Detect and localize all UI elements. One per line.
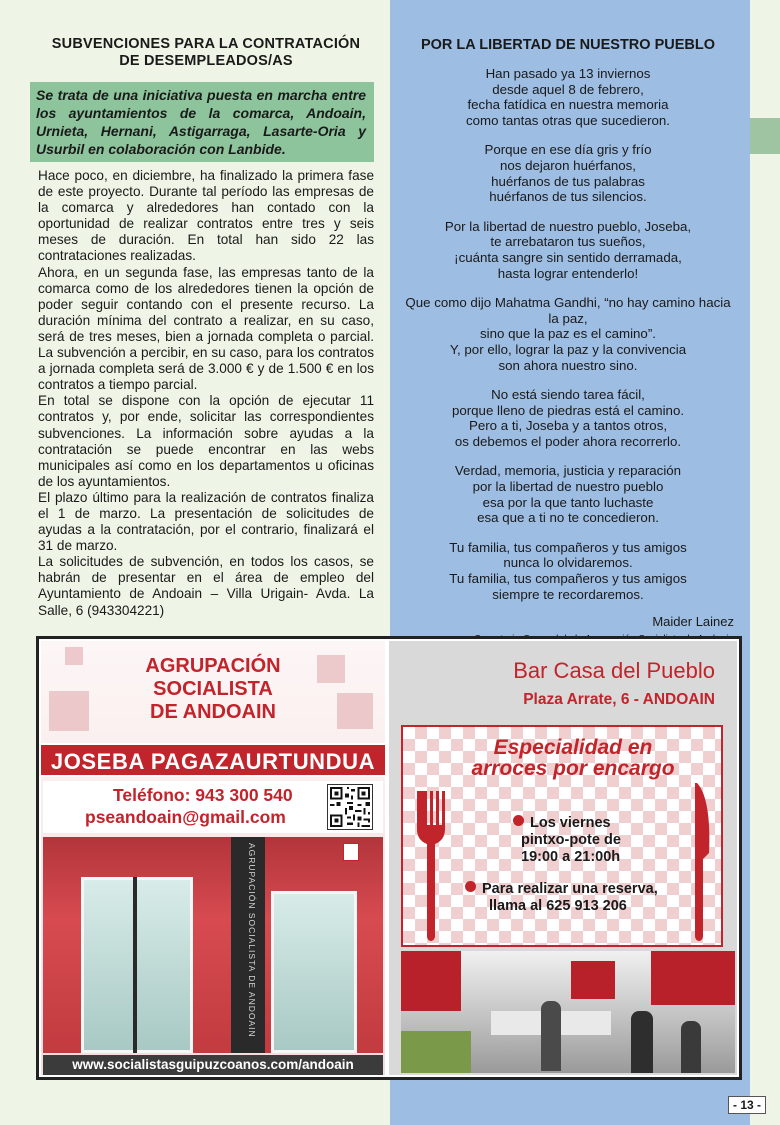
poem-line: como tantas otras que sucedieron.	[465, 112, 670, 128]
org-name	[41, 655, 385, 724]
poem-line: ¡cuánta sangre sin sentido derramada,	[454, 249, 682, 265]
poem-line: huérfanos de tus silencios.	[489, 189, 647, 205]
article-paragraph: El plazo último para la realización de contratos finaliza el 1 de marzo. La presentación de solicitudes de ayudas a la contratación, por el contrario, finalizará el 31 de marzo.	[38, 489, 374, 554]
window-glass	[271, 891, 357, 1053]
ad-agrupacion	[41, 641, 385, 1075]
poem-line: Por la libertad de nuestro pueblo, Joseba,	[444, 218, 692, 234]
article-paragraph: Ahora, en un segunda fase, las empresas tanto de la comarca como de los alrededores tienen la opción de poder seguir contando con el presente recurso. La duración mínima del contrato a realizar, en su caso, será de tres meses, bien a jornada completa o parcial. La subvención a percibir, en su caso, para los contratos a jornada completa será de 3.000 € y de 1.500 € en los contratos a tiempo parcial.	[38, 264, 374, 393]
poem-line: siempre te recordaremos.	[492, 586, 644, 602]
person-silhouette	[681, 1021, 701, 1073]
wall-panel	[401, 951, 461, 1011]
pintxo-pote-info	[513, 815, 643, 866]
article-body	[38, 168, 374, 619]
article-title-line2: DE DESEMPLEADOS/AS	[119, 53, 293, 69]
poem-line: por la libertad de nuestro pueblo	[472, 479, 664, 495]
memorial-name-bar: JOSEBA PAGAZAURTUNDUA	[41, 743, 385, 777]
poem-title: POR LA LIBERTAD DE NUESTRO PUEBLO	[420, 37, 716, 53]
party-logo-icon	[343, 843, 359, 861]
fork-icon	[411, 791, 451, 941]
poem-line: os debemos el poder ahora recorrerlo.	[454, 433, 682, 449]
article-paragraph: En total se dispone con la opción de ejecutar 11 contratos y, por ende, solicitar las correspondientes subvenciones. La información sobre ayudas a la contratación se puede encontrar en las webs municipales así como en los departamentos u oficinas de los ayuntamientos.	[38, 393, 374, 489]
page-edge-tab	[750, 118, 780, 154]
website-link[interactable]: www.socialistasguipuzcoanos.com/andoain	[43, 1055, 383, 1075]
poem-line: hasta lograr entenderlo!	[497, 265, 639, 281]
headquarters-photo	[43, 837, 383, 1053]
org-name-line3: DE ANDOAIN	[150, 701, 276, 723]
bar-interior-photo	[401, 951, 735, 1073]
knife-icon	[675, 783, 715, 941]
wall-panel	[651, 951, 735, 1005]
poem-stanza	[400, 540, 736, 602]
pintxo-line1: Los viernes	[530, 815, 611, 831]
specialty-line2: arroces por encargo	[471, 757, 675, 780]
article-title-line1: SUBVENCIONES PARA LA CONTRATACIÓN	[51, 36, 361, 52]
reservation-line2[interactable]: llama al 625 913 206	[489, 898, 627, 914]
person-silhouette	[541, 1001, 561, 1071]
poem-line: nos dejaron huérfanos,	[499, 157, 637, 173]
poem-line: Que como dijo Mahatma Gandhi, “no hay camino hacia	[405, 295, 731, 311]
poem-line: sino que la paz es el camino”.	[480, 326, 656, 342]
reservation-info	[465, 881, 685, 915]
poem-stanza	[400, 66, 736, 128]
phone-number[interactable]: Teléfono: 943 300 540	[113, 785, 293, 805]
poem-line: Pero a ti, Joseba y a tantos otros,	[468, 418, 668, 434]
poem-line: Han pasado ya 13 inviernos	[485, 66, 651, 81]
poem-line: Porque en ese día gris y frío	[484, 142, 652, 158]
person-silhouette	[631, 1011, 653, 1073]
article-subvenciones	[38, 36, 374, 619]
poem-line: desde aquel 8 de febrero,	[492, 81, 644, 97]
ad-bar-casa-del-pueblo	[389, 641, 737, 1075]
poem-line: Tu familia, tus compañeros y tus amigos	[449, 539, 687, 555]
poem-line: esa que a ti no te concedieron.	[477, 510, 659, 526]
facade-sign: AGRUPACIÓN SOCIALISTA DE ANDOAIN	[247, 843, 257, 1038]
qr-code-icon[interactable]	[327, 784, 373, 830]
door-frame	[133, 877, 137, 1053]
wall-panel	[571, 961, 615, 999]
advertisement	[36, 636, 742, 1080]
bullet-icon	[465, 881, 476, 892]
specialty-text	[433, 737, 713, 779]
page-number: - 13 -	[728, 1096, 766, 1114]
poem-line: Y, por ello, lograr la paz y la convivencia	[449, 341, 687, 357]
menu-card	[401, 725, 723, 947]
article-title	[38, 36, 374, 70]
poem-line: fecha fatídica en nuestra memoria	[467, 97, 669, 113]
poem-line: esa por la que tanto luchaste	[482, 494, 654, 510]
poem-body	[400, 66, 736, 602]
poem-line: huérfanos de tus palabras	[491, 173, 645, 189]
poem-line: te arrebataron tus sueños,	[490, 234, 646, 250]
poem-line: la paz,	[548, 310, 588, 326]
bullet-icon	[513, 815, 524, 826]
email-link[interactable]: pseandoain@gmail.com	[85, 807, 286, 827]
org-name-line1: AGRUPACIÓN	[145, 655, 281, 677]
poem-author: Maider Lainez	[652, 614, 734, 630]
poem-line: son ahora nuestro sino.	[498, 357, 638, 373]
org-name-line2: SOCIALISTA	[153, 678, 273, 700]
poem-line: Tu familia, tus compañeros y tus amigos	[449, 571, 687, 587]
poem-line: No está siendo tarea fácil,	[491, 387, 645, 403]
bar-name: Bar Casa del Pueblo	[513, 658, 715, 683]
poem-line: nunca lo olvidaremos.	[503, 555, 633, 571]
bar-address: Plaza Arrate, 6 - ANDOAIN	[523, 691, 715, 708]
poem-stanza	[400, 463, 736, 525]
poem-line: Verdad, memoria, justicia y reparación	[454, 463, 682, 479]
article-lead: Se trata de una iniciativa puesta en marcha entre los ayuntamientos de la comarca, Andoain, Urnieta, Hernani, Astigarraga, Lasarte-Oria y Usurbil en colaboración con Lanbide.	[30, 82, 374, 162]
poem-stanza	[400, 387, 736, 449]
poem-line: porque lleno de piedras está el camino.	[451, 402, 685, 418]
specialty-line1: Especialidad en	[493, 736, 653, 759]
pintxo-line2: pintxo-pote de	[521, 832, 621, 848]
article-paragraph: La solicitudes de subvención, en todos los casos, se habrán de presentar en el área de empleo del Ayuntamiento de Andoain – Villa Urigain- Avda. La Salle, 6 (943304221)	[38, 554, 374, 618]
plants	[401, 1031, 471, 1073]
poem-section	[400, 36, 736, 645]
poem-stanza	[400, 142, 736, 204]
poem-stanza	[400, 295, 736, 373]
reservation-line1: Para realizar una reserva,	[482, 881, 658, 897]
contact-box	[43, 781, 383, 833]
article-paragraph: Hace poco, en diciembre, ha finalizado la primera fase de este proyecto. Durante tal período las empresas de la comarca y alrededores han contado con la oportunidad de realizar contratos entre tres y seis meses de duración. En total han sido 22 las contrataciones realizadas.	[38, 168, 374, 264]
poem-stanza	[400, 219, 736, 281]
door-glass	[81, 877, 193, 1053]
pintxo-line3: 19:00 a 21:00h	[521, 849, 621, 865]
